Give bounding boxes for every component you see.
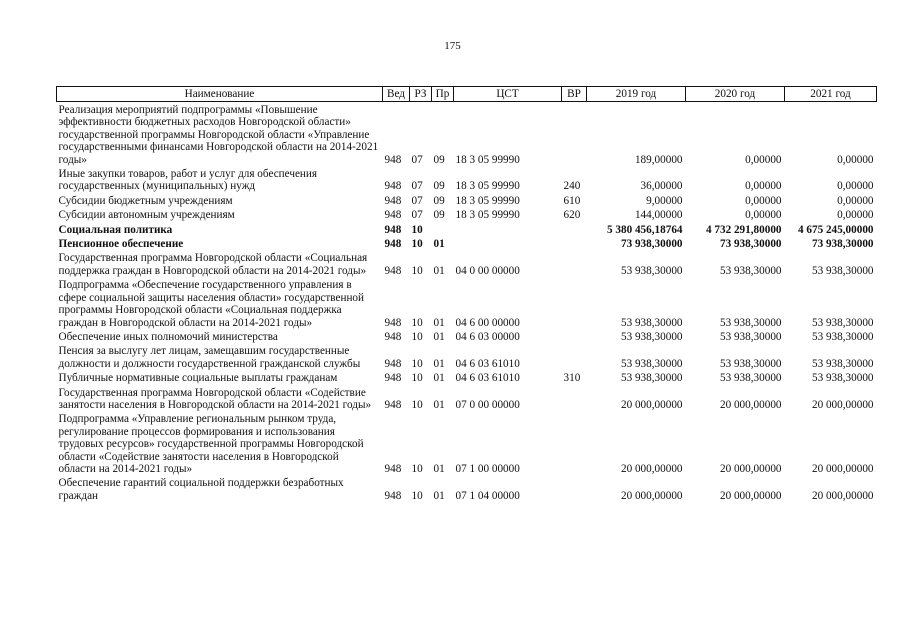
table-row <box>57 222 877 236</box>
row-value-2019: 53 938,30000 <box>620 330 683 343</box>
row-value-2020: 73 938,30000 <box>719 238 782 251</box>
row-cst: 07 1 00 00000 <box>455 462 520 475</box>
table-row <box>57 277 877 329</box>
row-pr: 01 <box>433 316 445 329</box>
row-pr: 01 <box>433 398 445 411</box>
row-value-2020: 20 000,00000 <box>719 462 782 475</box>
row-cst: 04 6 03 61010 <box>455 357 520 370</box>
row-rz: 07 <box>411 180 423 193</box>
header-2019: 2019 год <box>587 87 686 102</box>
row-value-2021: 0,00000 <box>837 209 874 222</box>
row-value-2021: 53 938,30000 <box>811 330 874 343</box>
row-value-2021: 0,00000 <box>837 180 874 193</box>
row-value-2019: 144,00000 <box>634 209 683 222</box>
row-vr <box>562 329 587 343</box>
row-ved: 948 <box>384 223 402 236</box>
table-row <box>57 411 877 475</box>
row-value-2021: 53 938,30000 <box>811 316 874 329</box>
row-cst: 07 0 00 00000 <box>455 398 520 411</box>
row-value-2020: 53 938,30000 <box>719 330 782 343</box>
row-value-2019: 36,00000 <box>640 180 683 193</box>
row-value-2021: 20 000,00000 <box>811 462 874 475</box>
row-pr: 09 <box>433 194 445 207</box>
header-2020: 2020 год <box>686 87 785 102</box>
row-ved: 948 <box>384 153 402 166</box>
row-cst: 18 3 05 99990 <box>455 153 520 166</box>
row-cst: 04 6 03 61010 <box>455 372 520 385</box>
row-ved: 948 <box>384 489 402 502</box>
row-vr <box>562 250 587 277</box>
row-value-2021: 20 000,00000 <box>811 489 874 502</box>
row-value-2019: 53 938,30000 <box>620 316 683 329</box>
row-value-2020: 53 938,30000 <box>719 372 782 385</box>
row-vr <box>562 385 587 412</box>
table-header-row <box>57 87 877 102</box>
row-pr <box>432 222 454 236</box>
row-ved: 948 <box>384 238 402 251</box>
row-rz: 10 <box>411 316 423 329</box>
header-cst: ЦСТ <box>454 87 562 102</box>
row-rz: 10 <box>411 264 423 277</box>
row-rz: 07 <box>411 194 423 207</box>
row-rz: 10 <box>411 398 423 411</box>
row-value-2019: 5 380 456,18764 <box>606 223 683 236</box>
row-pr: 01 <box>433 330 445 343</box>
row-name: Подпрограмма «Обеспечение государственного управления в сфере социальной защиты населения области» государственной программы Новгородской области «Социальная поддержка граждан в Новгородской области на 2014-2021 годы» <box>58 279 365 329</box>
row-cst: 04 6 03 00000 <box>455 330 520 343</box>
row-value-2021: 53 938,30000 <box>811 264 874 277</box>
budget-table <box>56 86 877 502</box>
table-row <box>57 207 877 221</box>
row-name: Государственная программа Новгородской области «Содействие занятости населения в Новгородской области на 2014-2021 годы» <box>58 386 372 411</box>
row-vr <box>562 411 587 475</box>
table-row <box>57 102 877 167</box>
row-vr <box>562 102 587 167</box>
page-number: 175 <box>444 40 461 52</box>
row-value-2020: 4 732 291,80000 <box>705 223 782 236</box>
row-name: Обеспечение гарантий социальной поддержки безработных граждан <box>58 477 344 502</box>
header-vr: ВР <box>562 87 587 102</box>
row-pr: 01 <box>433 462 445 475</box>
table-row <box>57 343 877 370</box>
row-value-2019: 73 938,30000 <box>620 238 683 251</box>
row-cst <box>454 236 562 250</box>
table-row <box>57 236 877 250</box>
row-value-2021: 0,00000 <box>837 194 874 207</box>
row-vr <box>562 236 587 250</box>
row-rz: 10 <box>411 489 423 502</box>
row-value-2020: 0,00000 <box>745 153 782 166</box>
row-ved: 948 <box>384 180 402 193</box>
row-value-2019: 53 938,30000 <box>620 357 683 370</box>
row-value-2021: 53 938,30000 <box>811 372 874 385</box>
row-value-2019: 20 000,00000 <box>620 462 683 475</box>
row-name: Государственная программа Новгородской области «Социальная поддержка граждан в Новгородской области на 2014-2021 годы» <box>58 252 368 277</box>
row-vr: 310 <box>563 372 581 385</box>
row-name: Реализация мероприятий подпрограммы «Повышение эффективности бюджетных расходов Новгородской области» государственной программы Новгородской области «Управление государственными финансами Новгородской области на 2014-2021 годы» <box>58 104 379 166</box>
row-cst: 04 6 00 00000 <box>455 316 520 329</box>
row-name: Публичные нормативные социальные выплаты гражданам <box>58 372 338 385</box>
row-value-2021: 73 938,30000 <box>811 238 874 251</box>
row-pr: 09 <box>433 209 445 222</box>
row-ved: 948 <box>384 357 402 370</box>
row-value-2019: 20 000,00000 <box>620 489 683 502</box>
table-row <box>57 329 877 343</box>
table-row <box>57 370 877 384</box>
row-name: Иные закупки товаров, работ и услуг для обеспечения государственных (муниципальных) нужд <box>58 168 318 193</box>
row-rz: 10 <box>411 223 423 236</box>
header-name: Наименование <box>57 87 383 102</box>
row-vr <box>562 222 587 236</box>
row-value-2019: 53 938,30000 <box>620 264 683 277</box>
table-row <box>57 193 877 207</box>
header-ved: Вед <box>383 87 410 102</box>
row-vr <box>562 343 587 370</box>
row-pr: 09 <box>433 180 445 193</box>
header-rz: РЗ <box>410 87 432 102</box>
table-row <box>57 385 877 412</box>
row-vr: 240 <box>563 180 581 193</box>
row-cst: 07 1 04 00000 <box>455 489 520 502</box>
row-pr: 01 <box>433 372 445 385</box>
row-value-2021: 4 675 245,00000 <box>797 223 874 236</box>
row-name: Субсидии автономным учреждениям <box>58 209 235 222</box>
table-row <box>57 166 877 193</box>
row-vr <box>562 277 587 329</box>
row-cst: 18 3 05 99990 <box>455 209 520 222</box>
row-ved: 948 <box>384 264 402 277</box>
row-value-2020: 53 938,30000 <box>719 264 782 277</box>
row-name: Подпрограмма «Управление региональным рынком труда, регулирование процессов формирования и использования трудовых ресурсов» государственной программы Новгородской области «Содействие занятости населения в Новгородской области на 2014-2021 годы» <box>58 413 364 475</box>
header-pr: Пр <box>432 87 454 102</box>
row-pr: 01 <box>433 264 445 277</box>
row-pr: 01 <box>433 238 445 251</box>
row-ved: 948 <box>384 372 402 385</box>
row-rz: 10 <box>411 372 423 385</box>
table-row <box>57 475 877 502</box>
row-value-2020: 0,00000 <box>745 180 782 193</box>
row-rz: 10 <box>411 330 423 343</box>
row-ved: 948 <box>384 194 402 207</box>
row-value-2020: 20 000,00000 <box>719 489 782 502</box>
row-cst: 18 3 05 99990 <box>455 194 520 207</box>
row-name: Субсидии бюджетным учреждениям <box>58 194 233 207</box>
row-value-2019: 20 000,00000 <box>620 398 683 411</box>
row-value-2021: 20 000,00000 <box>811 398 874 411</box>
row-value-2019: 53 938,30000 <box>620 372 683 385</box>
row-value-2020: 53 938,30000 <box>719 357 782 370</box>
row-name: Обеспечение иных полномочий министерства <box>58 330 278 343</box>
row-ved: 948 <box>384 462 402 475</box>
row-pr: 01 <box>433 489 445 502</box>
row-value-2021: 0,00000 <box>837 153 874 166</box>
row-vr: 620 <box>563 209 581 222</box>
row-rz: 10 <box>411 238 423 251</box>
row-cst: 04 0 00 00000 <box>455 264 520 277</box>
row-pr: 01 <box>433 357 445 370</box>
row-rz: 10 <box>411 357 423 370</box>
row-rz: 10 <box>411 462 423 475</box>
row-name: Пенсия за выслугу лет лицам, замещавшим государственные должности и должности государственной гражданской службы <box>58 345 361 370</box>
table-row <box>57 250 877 277</box>
row-cst: 18 3 05 99990 <box>455 180 520 193</box>
row-pr: 09 <box>433 153 445 166</box>
table-body <box>57 102 877 503</box>
row-cst <box>454 222 562 236</box>
row-rz: 07 <box>411 209 423 222</box>
row-value-2020: 20 000,00000 <box>719 398 782 411</box>
row-value-2020: 0,00000 <box>745 209 782 222</box>
row-value-2020: 0,00000 <box>745 194 782 207</box>
row-ved: 948 <box>384 398 402 411</box>
row-name: Социальная политика <box>58 223 173 236</box>
row-value-2019: 9,00000 <box>646 194 683 207</box>
row-ved: 948 <box>384 316 402 329</box>
row-value-2020: 53 938,30000 <box>719 316 782 329</box>
row-vr <box>562 475 587 502</box>
row-rz: 07 <box>411 153 423 166</box>
row-ved: 948 <box>384 209 402 222</box>
header-2021: 2021 год <box>785 87 877 102</box>
row-value-2021: 53 938,30000 <box>811 357 874 370</box>
row-value-2019: 189,00000 <box>634 153 683 166</box>
row-name: Пенсионное обеспечение <box>58 238 184 251</box>
row-ved: 948 <box>384 330 402 343</box>
row-vr: 610 <box>563 194 581 207</box>
